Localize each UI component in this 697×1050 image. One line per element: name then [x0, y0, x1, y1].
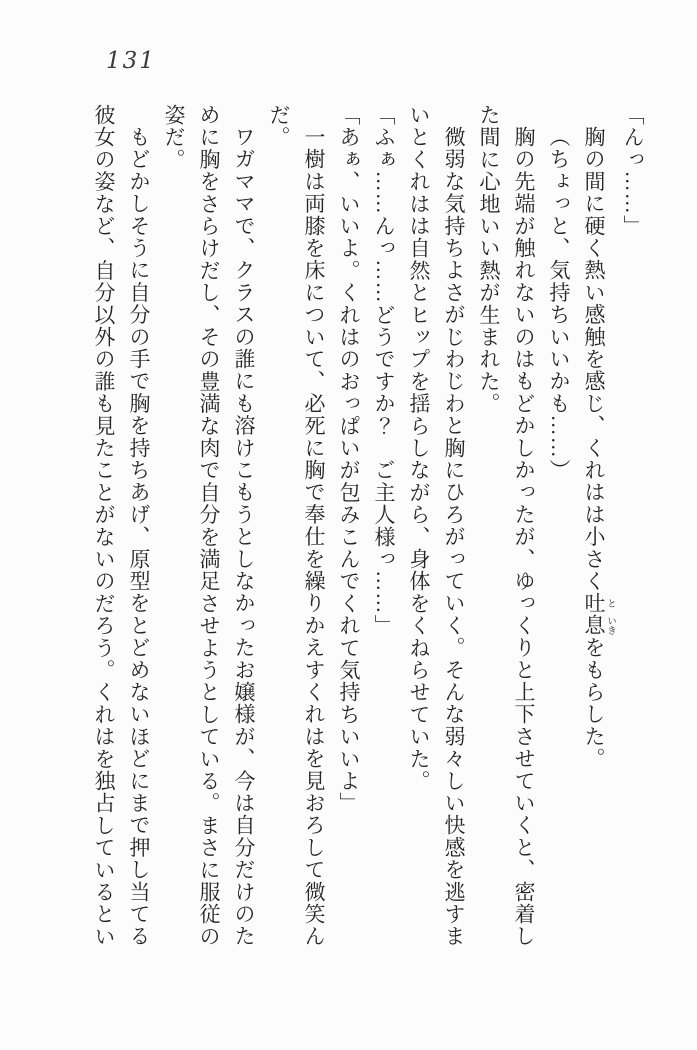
text-line: だ。 — [267, 104, 291, 149]
text-line: 胸の間に硬く熱い感触を感じ、くれはは小さく吐 と息 いきをもらした。 — [582, 126, 615, 770]
text-line: もどかしそうに自分の手で胸を持ちあげ、原型をとどめないほどにまで押し当てる — [127, 126, 151, 948]
text-line: 「ふぁ……んっ……どうですか？ ご主人様っ……」 — [372, 104, 396, 637]
text-line: めに胸をさらけだし、その豊満な肉で自分を満足させようとしている。まさに服従の — [197, 104, 221, 948]
text-line: た間に心地いい熱が生まれた。 — [477, 104, 501, 415]
text-line: いとくれはは自然とヒップを揺らしながら、身体をくねらせていた。 — [407, 104, 431, 793]
text-line: 「んっ……」 — [621, 104, 645, 238]
text-line: 彼女の姿など、自分以外の誰も見たことがないのだろう。くれはを独占しているとい — [92, 104, 116, 948]
text-line: 胸の先端が触れないのはもどかしかったが、ゆっくりと上下させていくと、密着し — [512, 126, 536, 948]
ruby-annotation: 息 いき — [582, 614, 615, 637]
text-line: 微弱な気持ちよさがじわじわと胸にひろがっていく。そんな弱々しい快感を逃すま — [442, 126, 466, 948]
text-line: （ちょっと、気持ちいいかも……） — [547, 126, 571, 482]
page-number: 131 — [106, 48, 156, 74]
text-line: 一樹は両膝を床について、必死に胸で奉仕を繰りかえすくれはを見おろして微笑ん — [302, 126, 326, 948]
ruby-annotation: 吐 と — [582, 592, 615, 615]
page-text-block — [86, 104, 650, 950]
text-line: 姿だ。 — [162, 104, 186, 171]
text-line: 「あぁ、いいよ。くれはのおっぱいが包みこんでくれて気持ちいいよ」 — [337, 104, 361, 815]
text-line: ワガママで、クラスの誰にも溶けこもうとしなかったお嬢様が、今は自分だけのた — [232, 126, 256, 948]
